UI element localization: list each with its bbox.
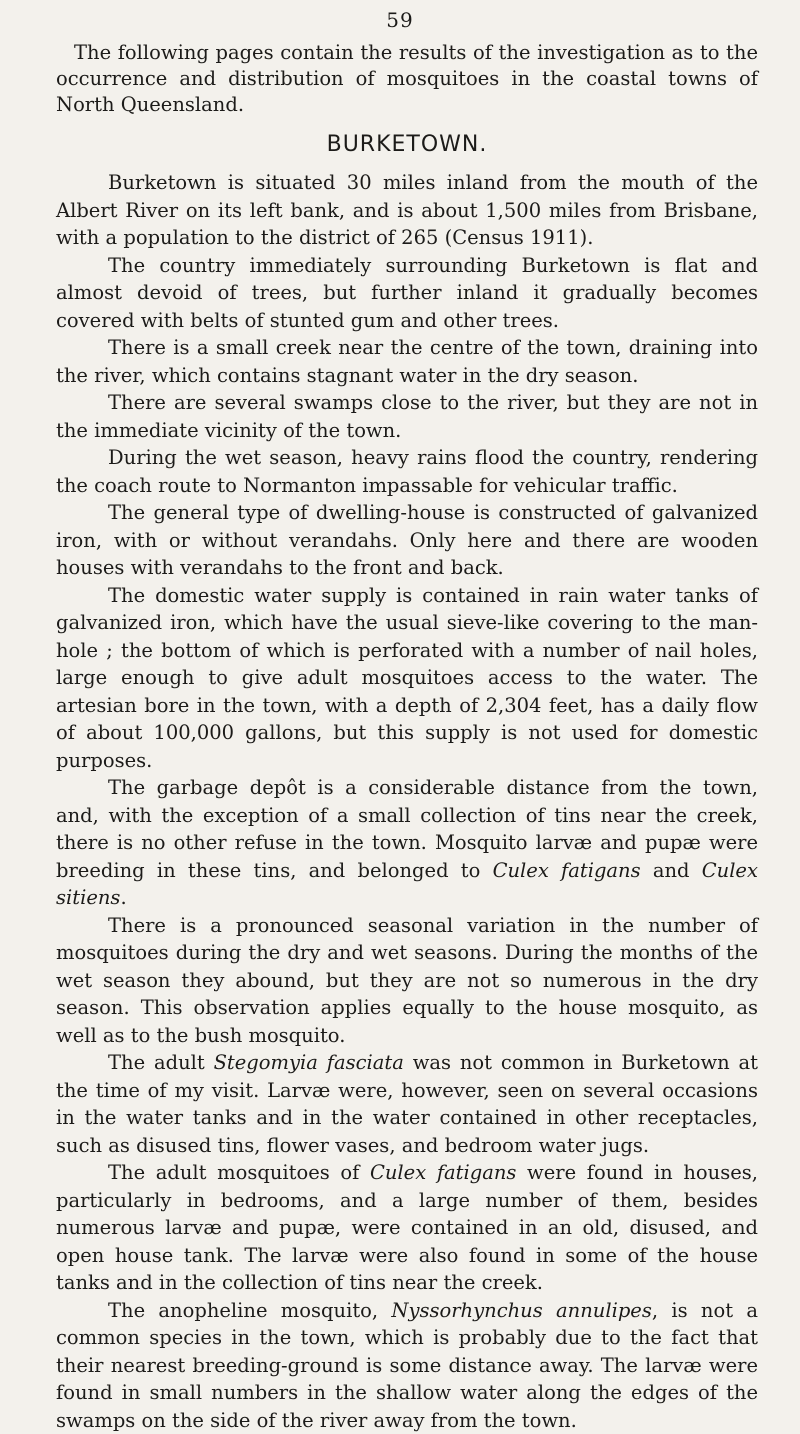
paragraph-culex: [56, 1159, 758, 1297]
paragraph-anopheline: [56, 1297, 758, 1434]
page-number: 59: [0, 8, 800, 32]
paragraph: Burketown is situated 30 miles inland from the mouth of the Albert River on its left bank, and is about 1,500 miles from Brisbane, with a population to the district of 265 (Census 1911).: [56, 169, 758, 252]
text-run: The anopheline mosquito,: [108, 1299, 391, 1322]
paragraph: The general type of dwelling-house is constructed of galvanized iron, with or without verandahs. Only here and there are wooden houses with verandahs to the front and back.: [56, 499, 758, 582]
text-run: were found in houses, particularly in bedrooms, and a large number of them, besides numerous larvæ and pupæ, were contained in an old, disused, and open house tank. The larvæ were also found in some of the house tanks and in the collection of tins near the creek.: [56, 1161, 758, 1294]
paragraph: There are several swamps close to the river, but they are not in the immediate vicinity of the town.: [56, 389, 758, 444]
paragraph-garbage: [56, 774, 758, 912]
species-name: Culex sitiens: [56, 859, 758, 910]
page-content: [56, 40, 758, 1434]
intro-paragraph: The following pages contain the results of the investigation as to the occurrence and distribution of mosquitoes in the coastal towns of North Queensland.: [56, 40, 758, 118]
paragraph-stegomyia: [56, 1049, 758, 1159]
paragraph: There is a small creek near the centre of the town, draining into the river, which contains stagnant water in the dry season.: [56, 334, 758, 389]
text-run: was not common in Burketown at the time of my visit. Larvæ were, however, seen on several occasions in the water tanks and in the water contained in other receptacles, such as disused tins, flower vases, and bedroom water jugs.: [56, 1051, 758, 1157]
text-run: .: [120, 886, 126, 909]
paragraph: The domestic water supply is contained in rain water tanks of galvanized iron, which have the usual sieve-like covering to the man-hole ; the bottom of which is perforated with a number of nail holes, large enough to give adult mosquitoes access to the water. The artesian bore in the town, with a depth of 2,304 feet, has a daily flow of about 100,000 gallons, but this supply is not used for domestic purposes.: [56, 582, 758, 775]
paragraph: There is a pronounced seasonal variation in the number of mosquitoes during the dry and wet seasons. During the months of the wet season they abound, but they are not so numerous in the dry season. This observation applies equally to the house mosquito, as well as to the bush mosquito.: [56, 912, 758, 1050]
species-name: Nyssorhynchus annulipes: [391, 1299, 651, 1322]
text-run: , is not a common species in the town, which is probably due to the fact that their nearest breeding-ground is some distance away. The larvæ were found in small numbers in the shallow water along the edges of the swamps on the side of the river away from the town.: [56, 1299, 758, 1432]
paragraph: The country immediately surrounding Burketown is flat and almost devoid of trees, but further inland it gradually becomes covered with belts of stunted gum and other trees.: [56, 252, 758, 335]
section-heading: BURKETOWN.: [56, 132, 758, 157]
paragraph: During the wet season, heavy rains flood the country, rendering the coach route to Normanton impassable for vehicular traffic.: [56, 444, 758, 499]
text-run: The garbage depôt is a considerable distance from the town, and, with the exception of a small collection of tins near the creek, there is no other refuse in the town. Mosquito larvæ and pupæ were breeding in these tins, and belonged to: [56, 776, 758, 882]
species-name: Culex fatigans: [370, 1161, 516, 1184]
species-name: Culex fatigans: [493, 859, 641, 882]
text-run: and: [641, 859, 702, 882]
text-run: The adult: [108, 1051, 214, 1074]
text-run: The adult mosquitoes of: [108, 1161, 370, 1184]
species-name: Stegomyia fasciata: [214, 1051, 404, 1074]
